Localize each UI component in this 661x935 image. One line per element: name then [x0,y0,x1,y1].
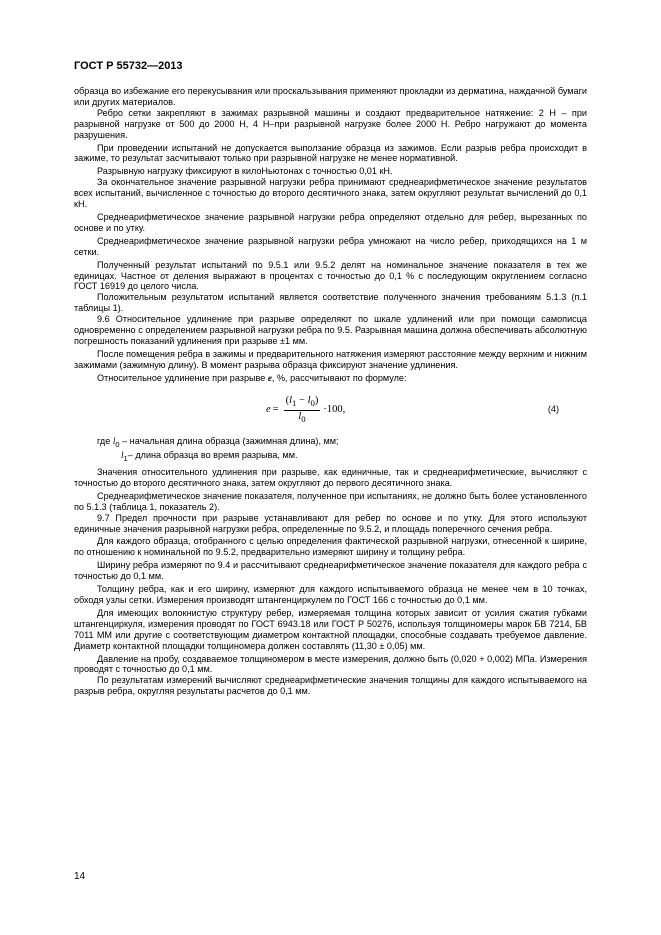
definition-l0: где $l_0$ – начальная длина образца (зажимная длина), мм; [97,435,339,449]
paragraph: Для каждого образца, отобранного с целью определения фактической разрывной нагрузки, отнесенной к ширине, по отношению к номинальной по 9.5.2, предварительно измеряют ширину и толщину ребра. [74,536,587,558]
paragraph: 9.6 Относительное удлинение при разрыве определяют по шкале удлинений или при помощи самописца одновременно с определением разрывной нагрузки ребра по 9.5. Разрывная машина должна обеспечивать абсолютную погрешность показаний удлинения при разрыве ±1 мм. [74,314,587,346]
paragraph: Среднеарифметическое значение показателя, полученное при испытаниях, не должно быть более установленного по 5.1.3 (таблица 1, показатель 2). [74,490,587,512]
formula-definitions [74,436,587,465]
paragraph: Толщину ребра, как и его ширину, измеряют для каждого испытываемого образца не менее чем в 10 точках, обходя узлы сетки. Измерения производят штангенциркулем по ГОСТ 166 с точностью до 0,1 мм. [74,584,587,605]
paragraph: По результатам измерений вычисляют среднеарифметические значения толщины для каждого испытываемого на разрыв ребра, округляя результаты расчетов до 0,1 мм. [74,675,587,697]
paragraph: Полученный результат испытаний по 9.5.1 или 9.5.2 делят на номинальное значение показателя в тех же единицах. Частное от деления выражают в процентах с точностью до 0,1 % с последующим округлением согласно ГОСТ 16919 до целого числа. [74,259,587,292]
paragraph: Значения относительного удлинения при разрыве, как единичные, так и среднеарифметические, вычисляют с точностью до второго десятичного знака, затем округляют до первого десятичного знака. [74,467,587,488]
paragraph: Ширину ребра измеряют по 9.4 и рассчитывают среднеарифметическое значение показателя для каждого ребра с точностью до 0,1 мм. [74,560,587,582]
paragraph: После помещения ребра в зажимы и предварительного натяжения измеряют расстояние между верхним и нижним зажимами (зажимную длину). В момент разрыва образца фиксируют значение удлинения. [74,348,587,370]
paragraph: Среднеарифметическое значение разрывной нагрузки ребра умножают на число ребер, приходящихся на 1 м сетки. [74,235,587,257]
paragraph: Ребро сетки закрепляют в зажимах разрывной машины и создают предварительное натяжение: 2 Н – при разрывной нагрузке от 500 до 2000 Н, 4 Н–при разрывной нагрузке более 2000 Н. Ребро нагружают до момента разрушения. [74,107,587,140]
paragraph: 9.7 Предел прочности при разрыве устанавливают для ребер по основе и по утку. Для этого используют единичные значения разрывной нагрузки ребра, определенные по 9.5.2, и площадь поперечного сечения ребра. [74,512,587,534]
paragraph: Разрывную нагрузку фиксируют в килоНьютонах с точностью 0,01 кН. [97,166,393,177]
paragraph: Среднеарифметическое значение разрывной нагрузки ребра определяют отдельно для ребер, вырезанных по основе и по утку. [74,211,587,233]
paragraph: образца во избежание его перекусывания или проскальзывания применяют прокладки из дерматина, наждачной бумаги или других материалов. [74,86,587,107]
definition-l1: $l_1-$ длина образца во время разрыва, мм. [121,450,298,464]
paragraph: Положительным результатом испытаний является соответствие полученного значения требованиям 5.1.3 (п.1 таблицы 1). [74,292,587,314]
formula-intro: Относительное удлинение при разрыве е, %, рассчитывают по формуле: [97,372,407,383]
elongation-formula: e = $\frac{(l_1 - l_0)}{l_0}$ ·100, [266,394,346,424]
paragraph: Давление на пробу, создаваемое толщиномером в месте измерения, должно быть (0,020 + 0,002) МПа. Измерения проводят с точностью до 0,1 мм. [74,653,587,675]
formula-fraction: $\frac{(l_1 - l_0)}{l_0}$ [285,394,319,424]
formula-block [74,394,587,430]
document-title: ГОСТ Р 55732—2013 [74,60,183,72]
paragraph: Для имеющих волокнистую структуру ребер, измеряемая толщина которых зависит от усилия сжатия губками штангенциркуля, измерения проводят по ГОСТ 6943.18 или ГОСТ Р 50276, используя толщиномеры марок БВ 7214, БВ 7011 ММ или другие с соответствующим диаметром контактной площадки, способные создавать требуемое давление. Диаметр контактной площадки толщиномера должен составлять (11,30 ± 0,05) мм. [74,607,587,651]
page-number: 14 [74,871,86,882]
document-body [74,86,587,697]
formula-number: (4) [547,403,559,414]
paragraph: При проведении испытаний не допускается выползание образца из зажимов. Если разрыв ребра происходит в зажиме, то результат засчитывают только при разрывной нагрузке не менее нормативной. [74,142,587,164]
paragraph: За окончательное значение разрывной нагрузки ребра принимают среднеарифметическое значение результатов всех испытаний, вычисленное с точностью до второго десятичного знака, затем округляют результат вычислений до 0,1 кН. [74,177,587,210]
